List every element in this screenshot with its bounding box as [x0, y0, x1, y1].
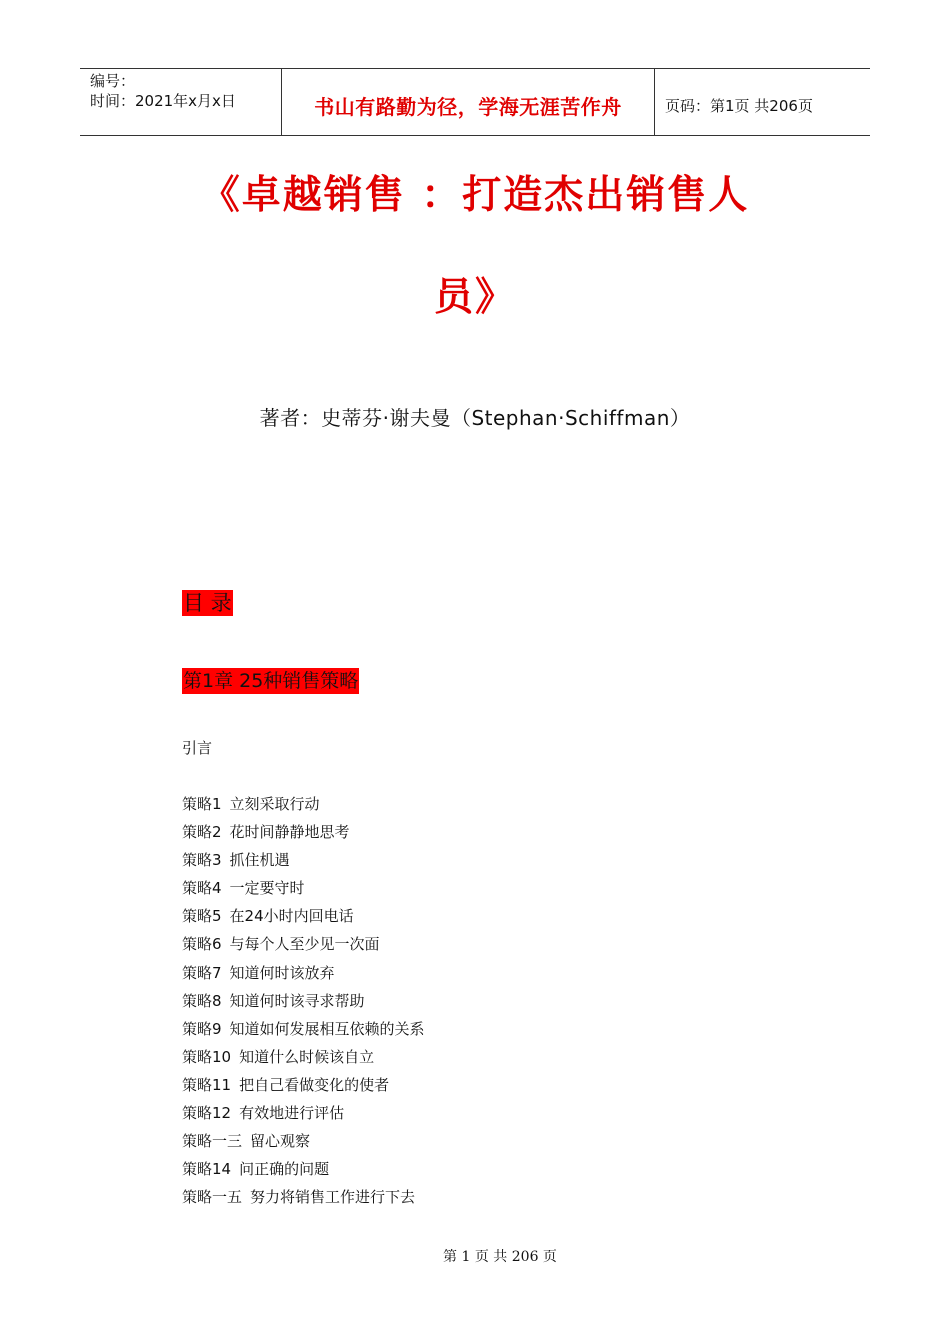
list-item: [182, 848, 425, 876]
strategy-text: 问正确的问题: [239, 1160, 330, 1179]
list-item: [182, 1073, 425, 1101]
strategy-text: 努力将销售工作进行下去: [250, 1188, 416, 1207]
list-item: [182, 932, 425, 960]
strategy-text: 留心观察: [250, 1132, 311, 1151]
strategy-text: 知道如何发展相互依赖的关系: [229, 1019, 425, 1038]
list-item: [182, 1045, 425, 1073]
page-info: 页码：第1页 共206页: [665, 96, 813, 115]
time-label: 时间：2021年x月x日: [90, 92, 236, 110]
strategy-text: 把自己看做变化的使者: [239, 1075, 390, 1094]
strategy-text: 知道什么时候该自立: [239, 1047, 375, 1066]
list-item: [182, 820, 425, 848]
list-item: [182, 1101, 425, 1129]
author-line: 著者：史蒂芬·谢夫曼（Stephan·Schiffman）: [259, 406, 691, 430]
header-page-cell: [655, 69, 870, 135]
strategy-number: 策略10: [182, 1047, 232, 1066]
strategy-text: 抓住机遇: [229, 851, 290, 870]
header-meta: [80, 69, 282, 135]
strategy-text: 知道何时该寻求帮助: [229, 991, 365, 1010]
strategy-text: 有效地进行评估: [239, 1104, 345, 1123]
number-label: 编号：: [90, 72, 136, 90]
list-item: [182, 1129, 425, 1157]
header-motto-cell: [282, 69, 655, 135]
page-header: [80, 68, 870, 136]
list-item: [182, 876, 425, 904]
document-title-line1: 《卓越销售 ：打造杰出销售人: [200, 173, 750, 218]
strategy-number: 策略一三: [182, 1132, 243, 1151]
list-item: [182, 989, 425, 1017]
list-item: [182, 792, 425, 820]
strategy-number: 策略6: [182, 935, 222, 954]
strategy-text: 一定要守时: [229, 879, 305, 898]
strategy-number: 策略12: [182, 1104, 232, 1123]
document-title-line2: 员》: [433, 275, 516, 320]
list-item: [182, 1185, 425, 1213]
strategy-text: 花时间静静地思考: [229, 823, 350, 842]
strategy-number: 策略14: [182, 1160, 232, 1179]
strategy-list: [182, 792, 425, 1213]
strategy-number: 策略8: [182, 991, 222, 1010]
list-item: [182, 1157, 425, 1185]
list-item: [182, 904, 425, 932]
list-item: [182, 1017, 425, 1045]
strategy-number: 策略1: [182, 795, 222, 813]
strategy-number: 策略一五: [182, 1188, 243, 1207]
motto: 书山有路勤为径，学海无涯苦作舟: [314, 94, 622, 119]
strategy-number: 策略5: [182, 907, 222, 926]
strategy-text: 与每个人至少见一次面: [229, 935, 380, 954]
chapter-heading: 第1章 25种销售策略: [183, 670, 359, 692]
strategy-number: 策略9: [182, 1019, 222, 1038]
strategy-number: 策略7: [182, 963, 222, 982]
strategy-text: 在24小时内回电话: [229, 907, 354, 926]
strategy-text: 知道何时该放弃: [229, 963, 335, 982]
strategy-number: 策略4: [182, 879, 222, 898]
strategy-number: 策略3: [182, 851, 222, 870]
list-item: [182, 961, 425, 989]
toc-intro: 引言: [182, 739, 213, 757]
strategy-text: 立刻采取行动: [229, 795, 320, 813]
toc-heading: 目 录: [183, 591, 232, 615]
strategy-number: 策略2: [182, 823, 222, 842]
strategy-number: 策略11: [182, 1075, 232, 1094]
page-footer: 第 1 页 共 206 页: [443, 1249, 557, 1265]
